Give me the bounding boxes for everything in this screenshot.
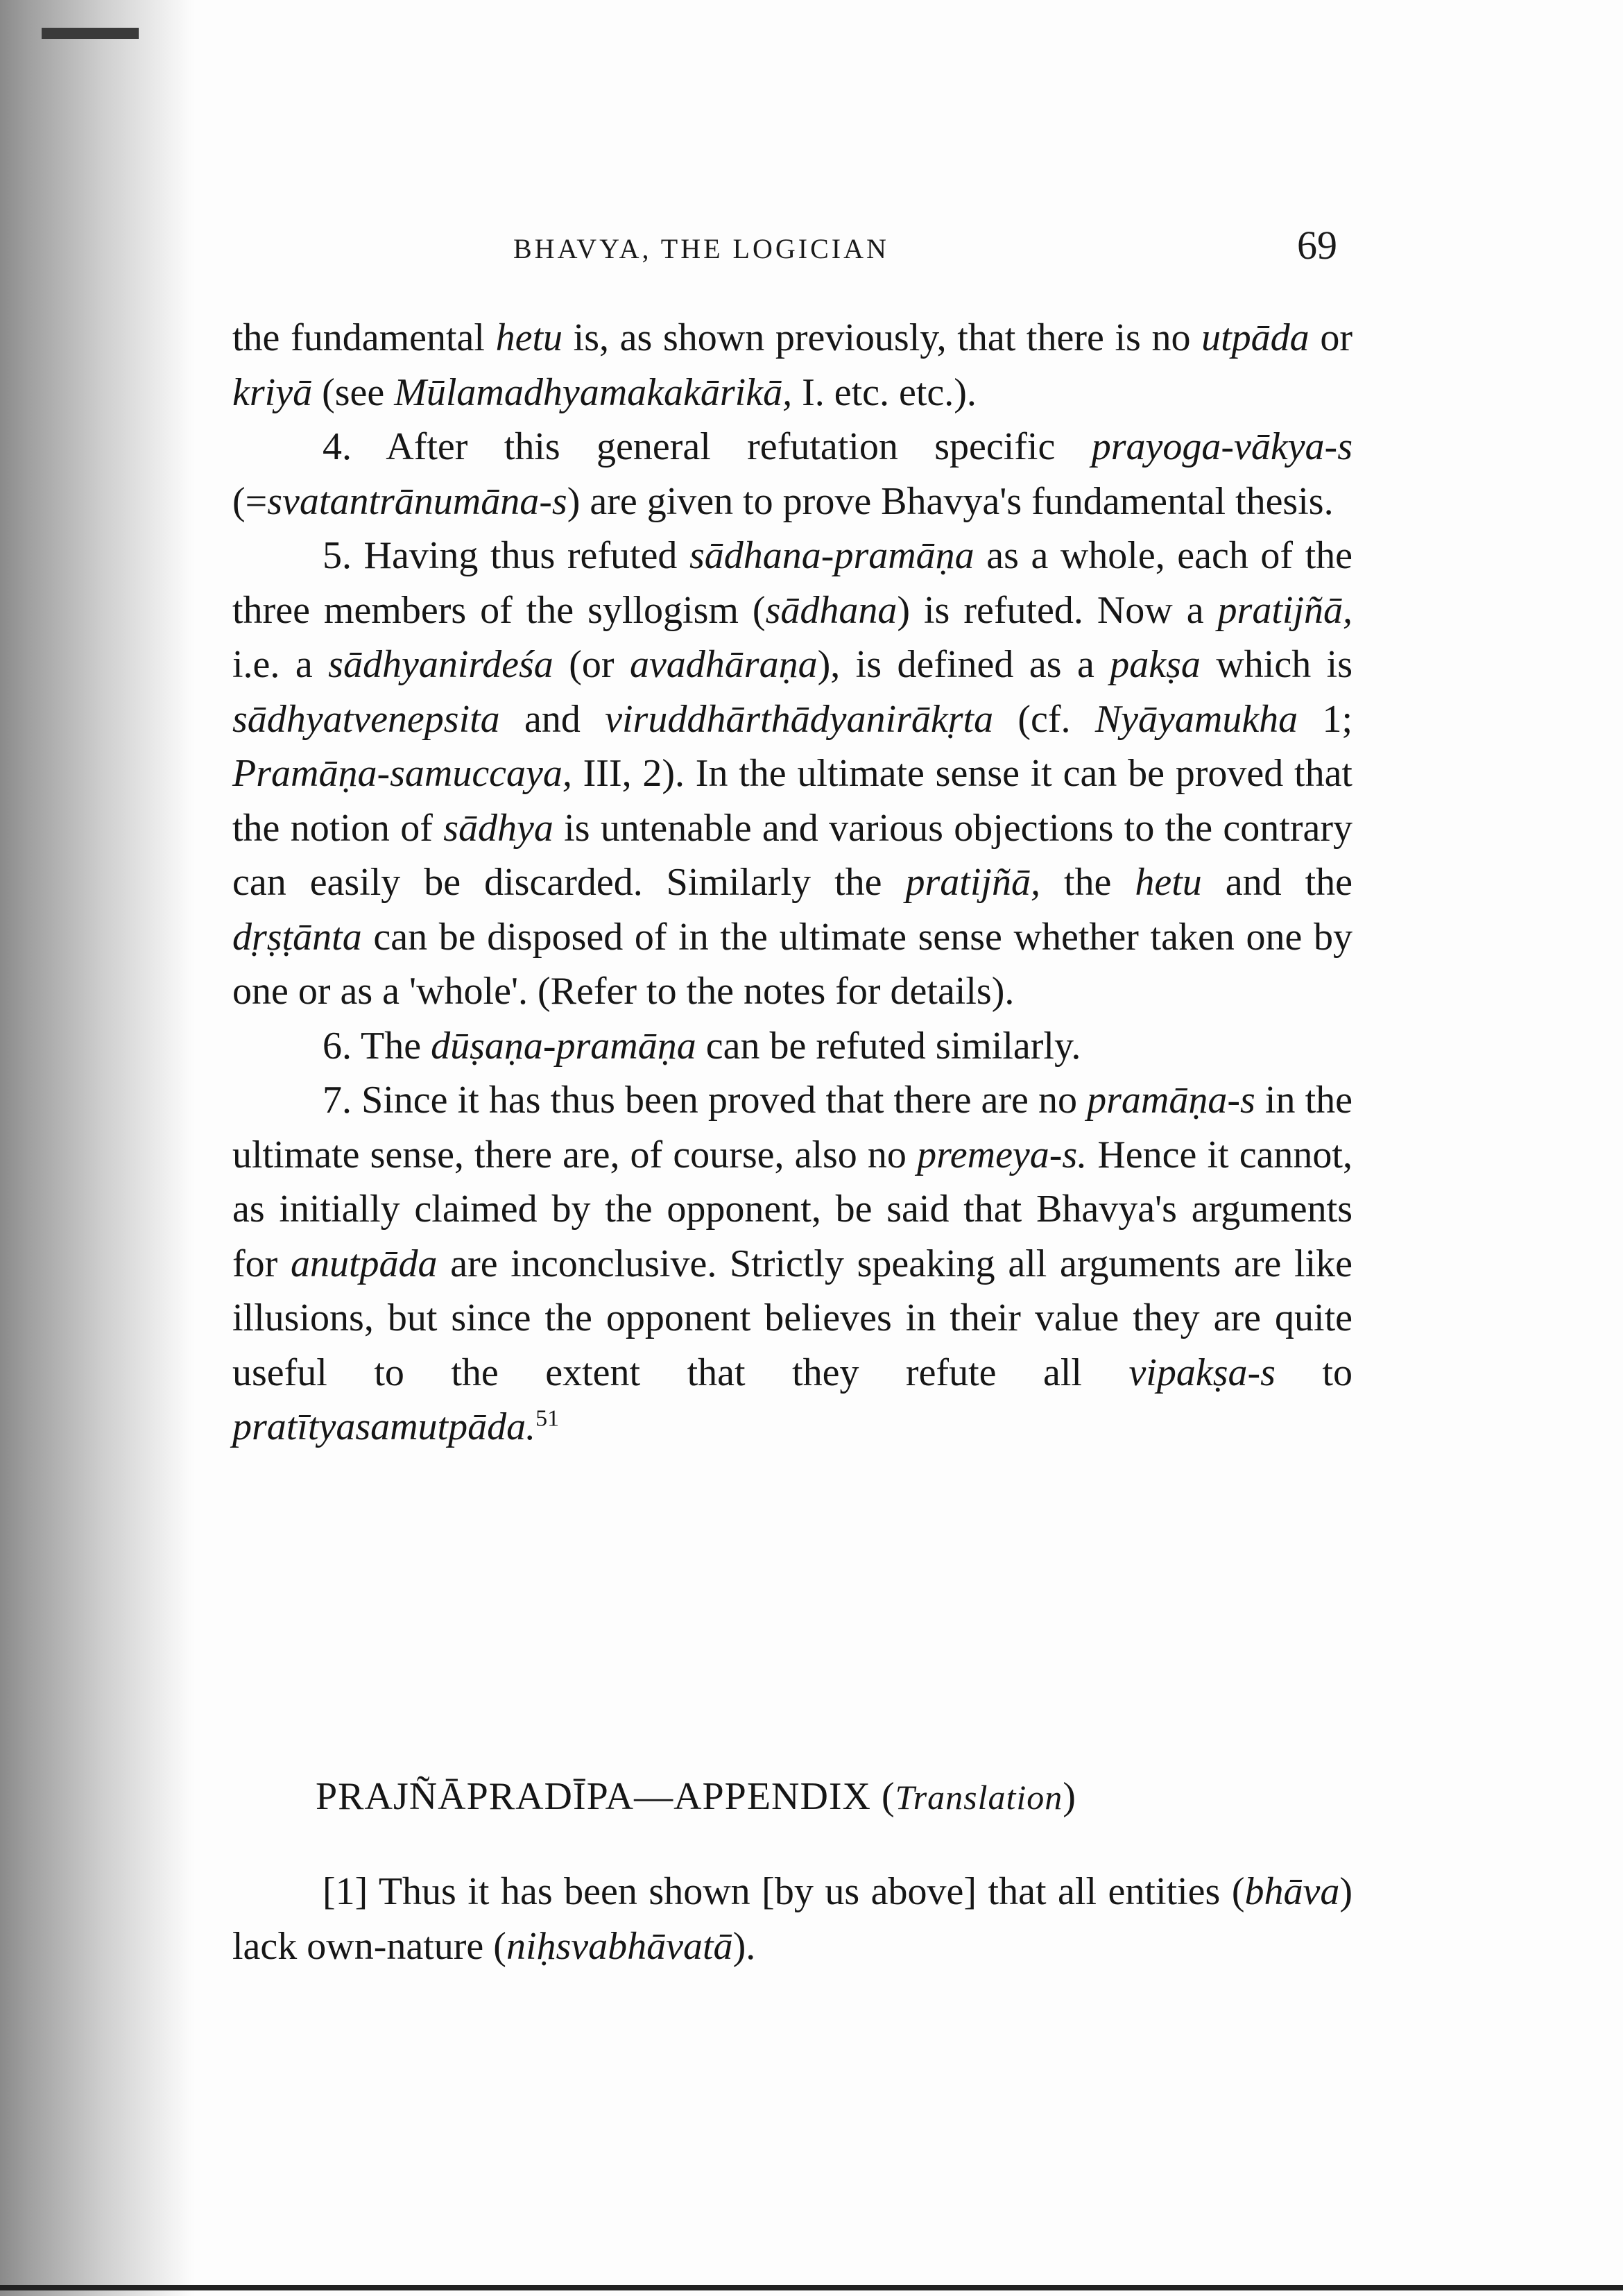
italic-term: pramāṇa-s	[1087, 1079, 1255, 1122]
text-run: 7. Since it has thus been proved that there are no	[323, 1079, 1088, 1122]
text-run: as a whole, each of the three members of the syllogism (	[232, 534, 1352, 632]
italic-term: pratijñā,	[1217, 588, 1353, 632]
text-run: (cf.	[993, 697, 1095, 741]
text-run: or	[1309, 316, 1352, 359]
text-run: 4. After this general refutation specific	[323, 425, 1092, 468]
footnote-ref: 51	[535, 1405, 560, 1432]
italic-term: pratītyasamutpāda.	[232, 1405, 536, 1448]
text-run: (see	[312, 370, 395, 414]
text-run: (or	[553, 643, 630, 686]
text-run: and	[499, 697, 606, 741]
paragraph-continuation	[232, 311, 1352, 420]
text-run: 5. Having thus refuted	[323, 534, 689, 577]
text-run: and the	[1201, 861, 1352, 904]
italic-term: anutpāda	[291, 1242, 438, 1285]
italic-term: Mūlamadhyamakakārikā,	[394, 370, 793, 414]
italic-term: hetu	[495, 316, 563, 359]
text-run: in the ultimate sense, there are, of course, also no	[232, 1079, 1352, 1176]
text-run: to	[1275, 1351, 1352, 1394]
italic-term: hetu	[1135, 861, 1202, 904]
italic-term: prayoga-vākya-s	[1091, 425, 1352, 468]
italic-term: avadhāraṇa	[629, 643, 818, 686]
appendix-heading	[316, 1774, 1076, 1819]
text-run: 6. The	[323, 1024, 431, 1068]
italic-term: sādhya	[443, 806, 553, 850]
text-run: (=	[232, 479, 268, 523]
text-run: ).	[732, 1924, 756, 1968]
italic-term: premeya-s.	[917, 1133, 1088, 1176]
appendix-text	[232, 1865, 1352, 1973]
italic-term: sādhyanirdeśa	[328, 643, 553, 686]
italic-term: pratijñā,	[905, 861, 1040, 904]
italic-term: svatantrānumāna-s	[267, 479, 567, 523]
text-run: is untenable and various objections to the contrary can easily be discarded. Similarly the	[232, 806, 1352, 904]
italic-term: sādhyatvenepsita	[232, 697, 500, 741]
text-run: i.e. a	[232, 643, 329, 686]
italic-term: dūṣaṇa-pramāṇa	[431, 1024, 696, 1068]
italic-term: sādhana	[765, 588, 898, 632]
paragraph-6	[232, 1019, 1352, 1074]
page-number: 69	[1297, 223, 1337, 268]
text-run: the	[1040, 861, 1135, 904]
italic-term: sādhana-pramāṇa	[689, 534, 974, 577]
text-run: is, as shown previously, that there is no	[563, 316, 1202, 359]
bottom-scan-edge	[0, 2285, 1623, 2290]
italic-term: Pramāṇa-samuccaya,	[232, 752, 572, 795]
text-run: Hence it cannot, as initially claimed by the opponent, be said that Bhavya's arguments for	[232, 1133, 1352, 1285]
paragraph-4	[232, 420, 1352, 529]
italic-term: utpāda	[1201, 316, 1309, 359]
text-run: ), is defined as a	[817, 643, 1110, 686]
text-run: ) is refuted. Now a	[897, 588, 1218, 632]
italic-term: niḥsvabhāvatā	[506, 1924, 733, 1968]
text-run: are inconclusive. Strictly speaking all arguments are like illusions, but since the opponent believes in their value they are quite useful to the extent that they refute all	[232, 1242, 1353, 1394]
text-run: which is	[1200, 643, 1353, 686]
paragraph-7	[232, 1073, 1352, 1455]
scan-edge-mark	[42, 28, 139, 39]
text-run: [1] Thus it has been shown [by us above] that all entities (	[323, 1870, 1245, 1913]
text-run: 1;	[1298, 697, 1353, 741]
text-run: can be refuted similarly.	[696, 1024, 1081, 1068]
appendix-heading-translation: Translation	[895, 1778, 1063, 1817]
italic-term: bhāva	[1244, 1870, 1340, 1913]
italic-term: dṛṣṭānta	[232, 915, 362, 959]
italic-term: viruddhārthādyanirākṛta	[605, 697, 994, 741]
appendix-heading-close: )	[1063, 1775, 1076, 1818]
running-head: BHAVYA, THE LOGICIAN	[513, 233, 889, 264]
italic-term: kriyā	[232, 370, 313, 414]
italic-term: Nyāyamukha	[1094, 697, 1298, 741]
body-text	[232, 311, 1352, 1455]
text-run: III, 2). In the ultimate sense it can be proved that the notion of	[232, 752, 1352, 850]
italic-term: pakṣa	[1110, 643, 1201, 686]
text-run: ) lack own-nature (	[232, 1870, 1352, 1968]
appendix-heading-open: (	[871, 1775, 895, 1818]
italic-term: vipakṣa-s	[1128, 1351, 1276, 1394]
binding-gutter-shadow	[0, 0, 194, 2296]
appendix-paragraph-1	[232, 1865, 1352, 1973]
text-run: I. etc. etc.).	[792, 370, 977, 414]
text-run: ) are given to prove Bhavya's fundamental thesis.	[567, 479, 1334, 523]
appendix-heading-title: PRAJÑĀPRADĪPA—APPENDIX	[316, 1775, 871, 1818]
text-run: the fundamental	[232, 316, 496, 359]
paragraph-5	[232, 529, 1352, 1019]
text-run: can be disposed of in the ultimate sense whether taken one by one or as a 'whole'. (Refer to the notes for details).	[232, 915, 1352, 1013]
